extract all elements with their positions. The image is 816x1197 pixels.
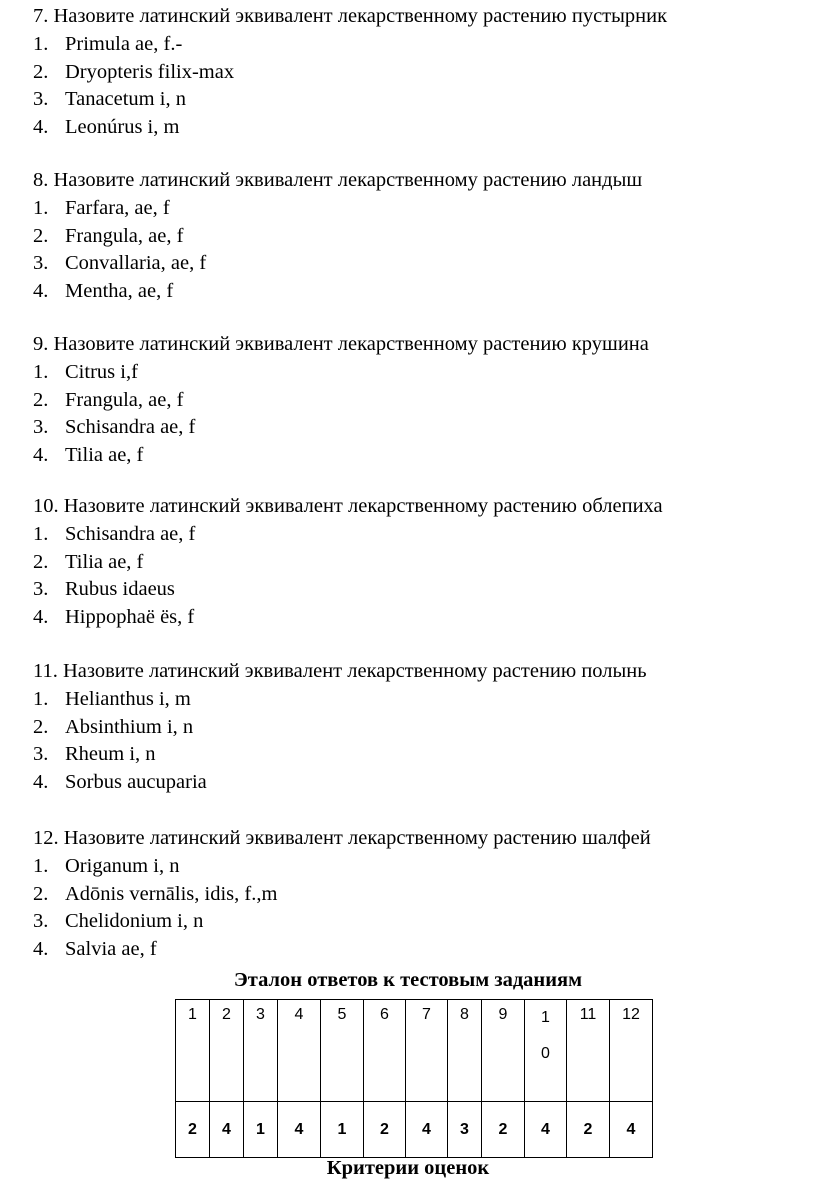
answer-option [33, 250, 813, 278]
option-number: 3. [33, 910, 49, 933]
option-text: Adōnis vernālis, idis, f.,m [65, 882, 278, 905]
option-number: 1. [33, 32, 49, 55]
question-title: 10. Назовите латинский эквивалент лекарственному растению облепиха [33, 495, 663, 517]
option-text: Tanacetum i, n [65, 88, 186, 111]
answer-key-answer: 1 [321, 1102, 364, 1158]
answer-option [33, 769, 813, 797]
question-block [33, 331, 813, 470]
answer-key-question-number: 3 [244, 1000, 278, 1102]
answer-option [33, 442, 813, 470]
answer-key-answer-row [176, 1102, 653, 1158]
answer-option [33, 714, 813, 742]
answer-option [33, 521, 813, 549]
header-part: 0 [541, 1045, 550, 1062]
answer-key-question-number: 6 [364, 1000, 406, 1102]
answer-option [33, 59, 813, 87]
answer-key-answer: 4 [406, 1102, 448, 1158]
answer-option [33, 195, 813, 223]
answer-key-question-number: 11 [567, 1000, 610, 1102]
answer-option [33, 604, 813, 632]
option-number: 2. [33, 224, 49, 247]
answer-option [33, 114, 813, 142]
answer-option [33, 359, 813, 387]
option-text: Absinthium i, n [65, 715, 194, 738]
option-number: 2. [33, 550, 49, 573]
option-text: Schisandra ae, f [65, 416, 196, 439]
question-title: 8. Назовите латинский эквивалент лекарственному растению ландыш [33, 169, 643, 191]
answer-key-answer: 2 [176, 1102, 210, 1158]
option-text: Farfara, ae, f [65, 196, 170, 219]
option-text: Schisandra ae, f [65, 522, 196, 545]
answer-option [33, 387, 813, 415]
answer-option [33, 686, 813, 714]
option-number: 3. [33, 88, 49, 111]
answer-option [33, 853, 813, 881]
question-block [33, 167, 813, 306]
option-number: 1. [33, 854, 49, 877]
option-number: 2. [33, 388, 49, 411]
option-number: 1. [33, 687, 49, 710]
option-text: Helianthus i, m [65, 687, 191, 710]
option-number: 2. [33, 715, 49, 738]
option-number: 4. [33, 606, 49, 629]
answer-key-question-number: 2 [210, 1000, 244, 1102]
answer-option [33, 86, 813, 114]
answer-option [33, 414, 813, 442]
option-text: Mentha, ae, f [65, 280, 174, 303]
answer-key-question-number: 4 [278, 1000, 321, 1102]
option-number: 4. [33, 771, 49, 794]
answer-key-answer: 4 [525, 1102, 567, 1158]
answer-key-question-number: 9 [482, 1000, 525, 1102]
option-text: Tilia ae, f [65, 550, 144, 573]
answer-key-answer: 2 [567, 1102, 610, 1158]
answer-option [33, 741, 813, 769]
answer-key-question-number: 5 [321, 1000, 364, 1102]
option-number: 4. [33, 280, 49, 303]
answer-key-question-number: 1 [176, 1000, 210, 1102]
answer-option [33, 576, 813, 604]
question-title: 11. Назовите латинский эквивалент лекарственному растению полынь [33, 660, 647, 682]
option-number: 3. [33, 578, 49, 601]
option-text: Convallaria, ae, f [65, 252, 207, 275]
question-title: 9. Назовите латинский эквивалент лекарственному растению крушина [33, 333, 649, 355]
header-part: 1 [541, 1009, 550, 1026]
answer-option [33, 881, 813, 909]
answer-option [33, 31, 813, 59]
answer-key-answer: 4 [210, 1102, 244, 1158]
answer-key-question-number: 7 [406, 1000, 448, 1102]
answer-key-table [175, 999, 653, 1158]
answer-key-answer: 4 [278, 1102, 321, 1158]
answer-key-question-number: 12 [610, 1000, 653, 1102]
criteria-title: Критерии оценок [326, 1157, 490, 1179]
option-text: Salvia ae, f [65, 938, 157, 961]
answer-key-answer: 3 [448, 1102, 482, 1158]
option-text: Tilia ae, f [65, 444, 144, 467]
answer-option [33, 223, 813, 251]
option-text: Dryopteris filix-max [65, 60, 235, 83]
option-text: Primula ae, f.- [65, 32, 183, 55]
answer-key-header-row [176, 1000, 653, 1102]
option-number: 4. [33, 938, 49, 961]
answer-key-answer: 4 [610, 1102, 653, 1158]
option-text: Rubus idaeus [65, 578, 175, 601]
answer-option [33, 908, 813, 936]
answer-key-question-number [525, 1000, 567, 1102]
answer-key-answer: 2 [482, 1102, 525, 1158]
question-title: 7. Назовите латинский эквивалент лекарственному растению пустырник [33, 5, 668, 27]
option-text: Leonúrus i, m [65, 116, 180, 139]
answer-key-answer: 1 [244, 1102, 278, 1158]
option-number: 3. [33, 416, 49, 439]
option-text: Frangula, ae, f [65, 388, 184, 411]
answer-option [33, 549, 813, 577]
option-number: 1. [33, 196, 49, 219]
option-text: Chelidonium i, n [65, 910, 204, 933]
option-text: Hippophaё ёs, f [65, 606, 195, 629]
option-number: 3. [33, 252, 49, 275]
answer-key-question-number: 8 [448, 1000, 482, 1102]
question-block [33, 658, 813, 797]
answer-option [33, 278, 813, 306]
answer-key-answer: 2 [364, 1102, 406, 1158]
option-text: Sorbus aucuparia [65, 771, 207, 794]
question-block [33, 3, 813, 142]
answer-key-title: Эталон ответов к тестовым заданиям [233, 969, 583, 991]
answer-option [33, 936, 813, 964]
option-text: Citrus i,f [65, 360, 138, 383]
option-number: 2. [33, 882, 49, 905]
option-text: Rheum i, n [65, 743, 156, 766]
option-text: Origanum i, n [65, 854, 180, 877]
option-text: Frangula, ae, f [65, 224, 184, 247]
option-number: 4. [33, 116, 49, 139]
option-number: 2. [33, 60, 49, 83]
option-number: 3. [33, 743, 49, 766]
option-number: 1. [33, 522, 49, 545]
question-block [33, 493, 813, 632]
question-block [33, 825, 813, 964]
option-number: 1. [33, 360, 49, 383]
option-number: 4. [33, 444, 49, 467]
question-title: 12. Назовите латинский эквивалент лекарственному растению шалфей [33, 827, 651, 849]
